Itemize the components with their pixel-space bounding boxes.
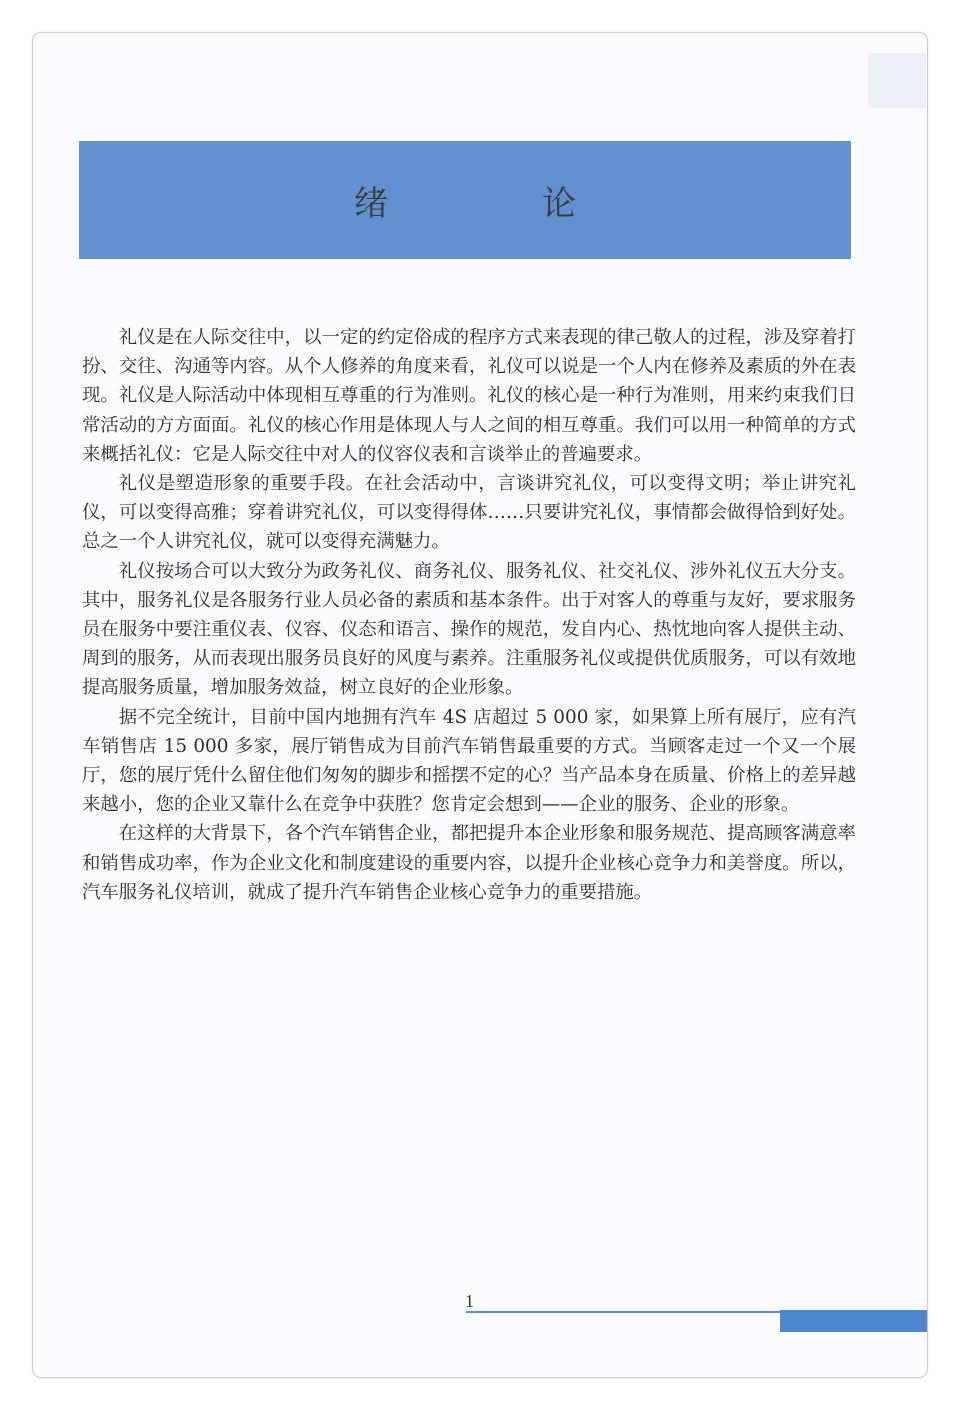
body-text: [82, 323, 856, 907]
chapter-title-banner: [79, 141, 851, 259]
paragraph: 据不完全统计，目前中国内地拥有汽车 4S 店超过 5 000 家，如果算上所有展厅，应有汽车销售店 15 000 多家，展厅销售成为目前汽车销售最重要的方式。当顾客走过一个又一个展厅，您的展厅凭什么留住他们匆匆的脚步和摇摆不定的心？当产品本身在质量、价格上的差异越来越小，您的企业又靠什么在竞争中获胜？您肯定会想到——企业的服务、企业的形象。: [82, 706, 856, 816]
chapter-title: 绪 论: [354, 183, 636, 224]
paragraph: 在这样的大背景下，各个汽车销售企业，都把提升本企业形象和服务规范、提高顾客满意率和销售成功率，作为企业文化和制度建设的重要内容，以提升企业核心竞争力和美誉度。所以，汽车服务礼仪培训，就成了提升汽车销售企业核心竞争力的重要措施。: [82, 823, 856, 903]
footer-accent-block: [780, 1310, 928, 1332]
bleed-through-header-tab: [868, 53, 926, 108]
footer-rule: [466, 1311, 782, 1313]
book-page: [32, 32, 928, 1378]
paragraph: 礼仪是塑造形象的重要手段。在社会活动中，言谈讲究礼仪，可以变得文明；举止讲究礼仪，可以变得高雅；穿着讲究礼仪，可以变得得体……只要讲究礼仪，事情都会做得恰到好处。总之一个人讲究礼仪，就可以变得充满魅力。: [82, 473, 856, 553]
page-number: 1: [465, 1291, 474, 1311]
paragraph: 礼仪按场合可以大致分为政务礼仪、商务礼仪、服务礼仪、社交礼仪、涉外礼仪五大分支。其中，服务礼仪是各服务行业人员必备的素质和基本条件。出于对客人的尊重与友好，要求服务员在服务中要注重仪表、仪容、仪态和语言、操作的规范，发自内心、热忱地向客人提供主动、周到的服务，从而表现出服务员良好的风度与素养。注重服务礼仪或提供优质服务，可以有效地提高服务质量，增加服务效益，树立良好的企业形象。: [82, 560, 856, 699]
paragraph: 礼仪是在人际交往中，以一定的约定俗成的程序方式来表现的律己敬人的过程，涉及穿着打扮、交往、沟通等内容。从个人修养的角度来看，礼仪可以说是一个人内在修养及素质的外在表现。礼仪是人际活动中体现相互尊重的行为准则。礼仪的核心是一种行为准则，用来约束我们日常活动的方方面面。礼仪的核心作用是体现人与人之间的相互尊重。我们可以用一种简单的方式来概括礼仪：它是人际交往中对人的仪容仪表和言谈举止的普遍要求。: [82, 327, 856, 465]
